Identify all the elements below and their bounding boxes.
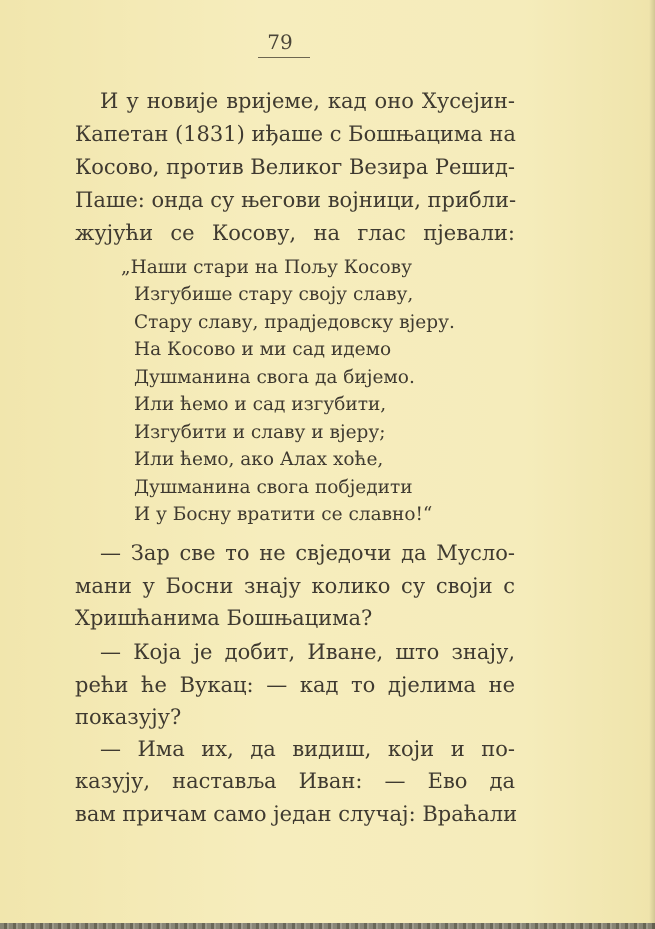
paragraph-1-line-5: жујући се Косову, на глас пјевали: <box>75 221 515 245</box>
verse-line-3: Стару славу, прадједовску вјеру. <box>134 312 455 333</box>
paragraph-1-line-2: Капетан (1831) иђаше с Бошњацима на <box>75 122 516 146</box>
paragraph-1-line-4: Паше: онда су његови војници, прибли- <box>75 188 517 212</box>
paragraph-1-line-3: Косово, против Великог Везира Решид- <box>75 155 516 179</box>
paragraph-3-line-1: — Која је добит, Иване, што знају, <box>100 640 515 664</box>
verse-line-10: И у Босну вратити се славно!“ <box>134 504 433 525</box>
verse-line-9: Душманина свога побједити <box>134 477 413 498</box>
verse-line-5: Душманина свога да бијемо. <box>134 367 415 388</box>
verse-line-7: Изгубити и славу и вјеру; <box>134 422 386 443</box>
verse-line-6: Или ћемо и сад изгубити, <box>134 394 387 415</box>
verse-line-4: На Косово и ми сад идемо <box>134 339 392 360</box>
paragraph-4-line-3: вам причам само један случај: Враћали <box>75 802 518 826</box>
paragraph-3-line-2: рећи ће Вукац: — кад то дјелима не <box>75 673 515 697</box>
verse-line-2: Изгубише стару своју славу, <box>134 284 414 305</box>
paragraph-2-line-2: мани у Босни знају колико су своји с <box>75 574 515 598</box>
paragraph-2-line-3: Хришћанима Бошњацима? <box>75 606 373 630</box>
paragraph-4-line-2: казују, наставља Иван: — Ево да <box>75 769 515 793</box>
page-edge-shadow <box>649 0 655 929</box>
page-number: 79 <box>267 30 293 54</box>
paragraph-1-line-1: И у новије вријеме, кад оно Хусејин- <box>100 89 515 113</box>
paragraph-2-line-1: — Зар све то не свједочи да Мусло- <box>100 541 515 565</box>
paragraph-4-line-1: — Има их, да видиш, који и по- <box>100 737 515 761</box>
page-number-rule <box>258 57 310 58</box>
verse-line-8: Или ћемо, ако Алах хоће, <box>134 449 384 470</box>
verse-line-1: „Наши стари на Пољу Косову <box>121 257 412 278</box>
paragraph-3-line-3: показују? <box>75 705 182 729</box>
page-bottom-edge <box>0 923 655 929</box>
